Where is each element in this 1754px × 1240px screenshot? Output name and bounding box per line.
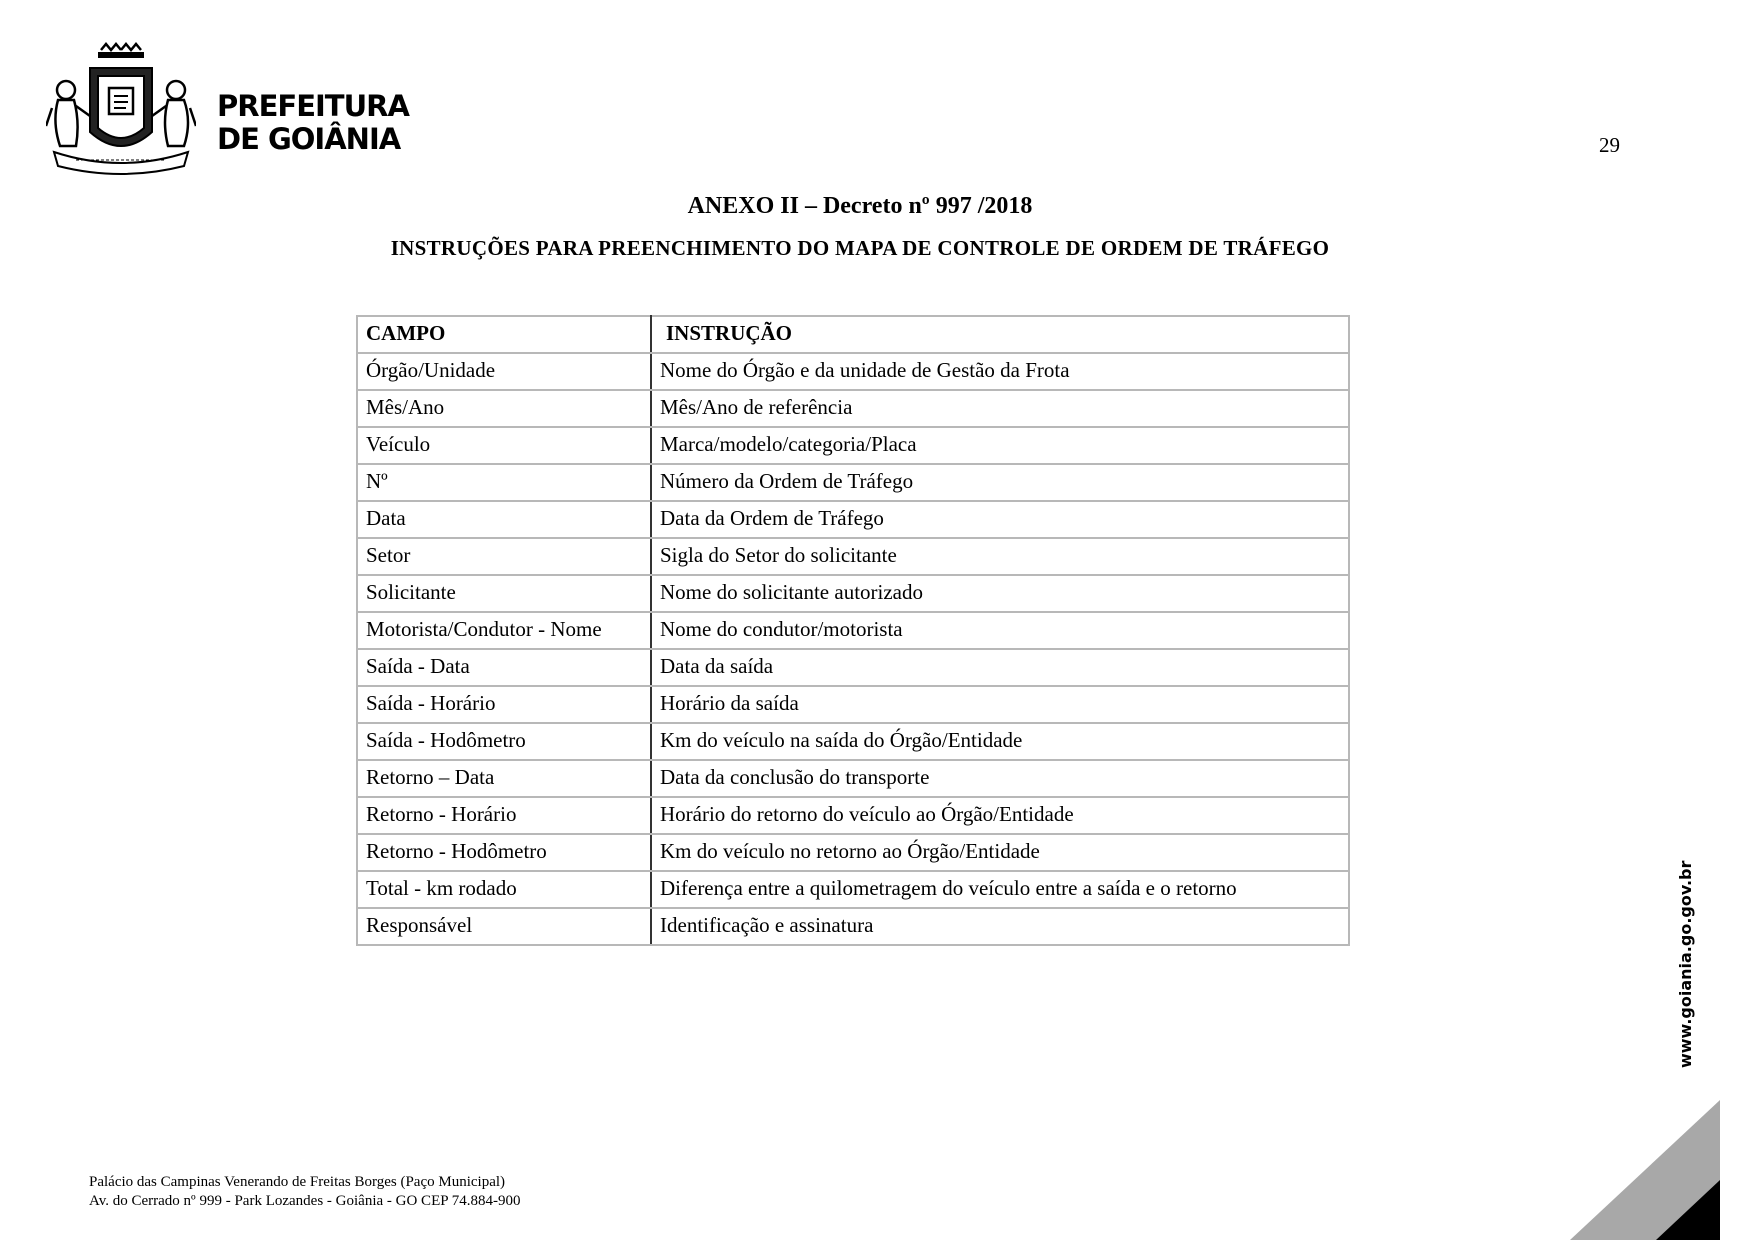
campo-cell: Solicitante xyxy=(357,575,651,612)
campo-cell: Setor xyxy=(357,538,651,575)
instrucao-cell: Sigla do Setor do solicitante xyxy=(651,538,1349,575)
footer-line-2: Av. do Cerrado nº 999 - Park Lozandes - Goiânia - GO CEP 74.884-900 xyxy=(89,1193,521,1209)
instrucao-cell: Data da saída xyxy=(651,649,1349,686)
website-url: www.goiania.go.gov.br xyxy=(1676,860,1695,1068)
table-row xyxy=(357,427,1349,464)
instrucao-cell: Nome do Órgão e da unidade de Gestão da Frota xyxy=(651,353,1349,390)
table-row xyxy=(357,353,1349,390)
coat-of-arms-icon xyxy=(46,42,196,177)
instrucao-cell: Marca/modelo/categoria/Placa xyxy=(651,427,1349,464)
instrucao-cell: Nome do condutor/motorista xyxy=(651,612,1349,649)
brand-line-2: DE GOIÂNIA xyxy=(217,122,401,156)
footer-line-1: Palácio das Campinas Venerando de Freitas Borges (Paço Municipal) xyxy=(89,1174,506,1190)
table-row xyxy=(357,686,1349,723)
table-row xyxy=(357,649,1349,686)
campo-cell: Nº xyxy=(357,464,651,501)
document-subtitle: INSTRUÇÕES PARA PREENCHIMENTO DO MAPA DE CONTROLE DE ORDEM DE TRÁFEGO xyxy=(390,236,1330,260)
campo-cell: Saída - Hodômetro xyxy=(357,723,651,760)
campo-cell: Motorista/Condutor - Nome xyxy=(357,612,651,649)
campo-cell: Saída - Data xyxy=(357,649,651,686)
table-row xyxy=(357,501,1349,538)
header-campo: CAMPO xyxy=(357,316,651,353)
page-number: 29 xyxy=(1599,133,1620,157)
campo-cell: Retorno - Hodômetro xyxy=(357,834,651,871)
table-row xyxy=(357,908,1349,945)
header-instrucao: INSTRUÇÃO xyxy=(651,316,1349,353)
instructions-table xyxy=(356,315,1350,946)
table-row xyxy=(357,575,1349,612)
instrucao-cell: Km do veículo no retorno ao Órgão/Entidade xyxy=(651,834,1349,871)
table-row xyxy=(357,760,1349,797)
instrucao-cell: Mês/Ano de referência xyxy=(651,390,1349,427)
instrucao-cell: Horário da saída xyxy=(651,686,1349,723)
campo-cell: Retorno – Data xyxy=(357,760,651,797)
table-row xyxy=(357,612,1349,649)
campo-cell: Saída - Horário xyxy=(357,686,651,723)
instrucao-cell: Identificação e assinatura xyxy=(651,908,1349,945)
instrucao-cell: Diferença entre a quilometragem do veículo entre a saída e o retorno xyxy=(651,871,1349,908)
table-row xyxy=(357,464,1349,501)
campo-cell: Total - km rodado xyxy=(357,871,651,908)
instrucao-cell: Km do veículo na saída do Órgão/Entidade xyxy=(651,723,1349,760)
campo-cell: Responsável xyxy=(357,908,651,945)
table-row xyxy=(357,390,1349,427)
corner-triangle-icon xyxy=(1570,1100,1720,1240)
campo-cell: Retorno - Horário xyxy=(357,797,651,834)
instrucao-cell: Data da Ordem de Tráfego xyxy=(651,501,1349,538)
table-row xyxy=(357,797,1349,834)
table-row xyxy=(357,538,1349,575)
campo-cell: Veículo xyxy=(357,427,651,464)
document-title: ANEXO II – Decreto nº 997 /2018 xyxy=(687,193,1033,219)
campo-cell: Data xyxy=(357,501,651,538)
instrucao-cell: Horário do retorno do veículo ao Órgão/Entidade xyxy=(651,797,1349,834)
table-row xyxy=(357,834,1349,871)
table-row xyxy=(357,871,1349,908)
instrucao-cell: Nome do solicitante autorizado xyxy=(651,575,1349,612)
footer-address xyxy=(89,1173,521,1211)
brand-line-1: PREFEITURA xyxy=(217,89,409,123)
instrucao-cell: Número da Ordem de Tráfego xyxy=(651,464,1349,501)
instrucao-cell: Data da conclusão do transporte xyxy=(651,760,1349,797)
table-header-row xyxy=(357,316,1349,353)
table-row xyxy=(357,723,1349,760)
brand-name xyxy=(217,90,409,156)
campo-cell: Órgão/Unidade xyxy=(357,353,651,390)
campo-cell: Mês/Ano xyxy=(357,390,651,427)
